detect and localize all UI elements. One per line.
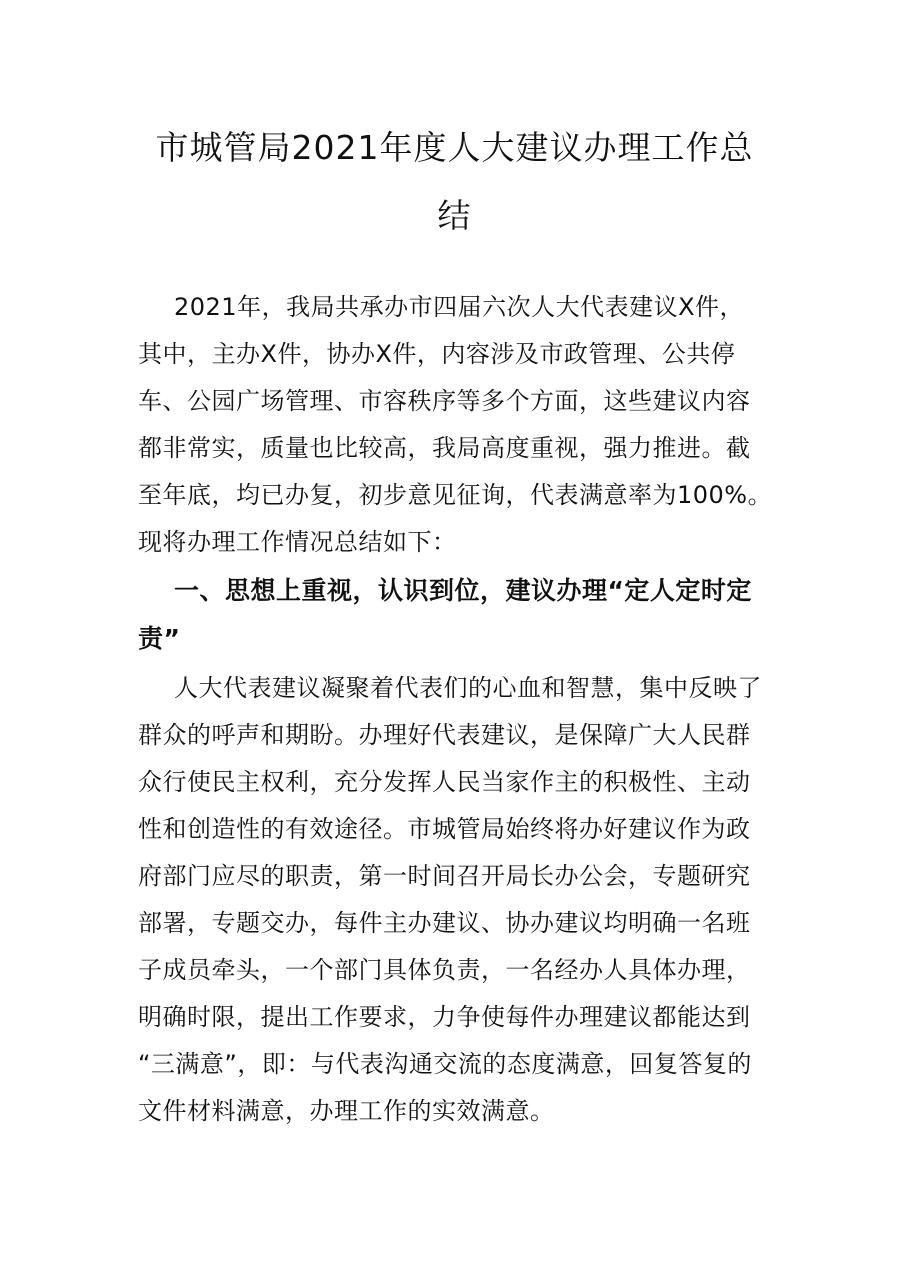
paragraph-2-line: 群众的呼声和期盼。办理好代表建议，是保障广大人民群: [138, 721, 751, 749]
paragraph-2-line: 子成员牵头，一个部门具体负责，一名经办人具体办理，: [138, 956, 751, 984]
section-heading-line: 一、思想上重视，认识到位，建议办理“定人定时定: [174, 576, 752, 605]
paragraph-2-line: 部署，专题交办，每件主办建议、协办建议均明确一名班: [138, 909, 751, 937]
paragraph-1-line: 其中，主办X件，协办X件，内容涉及市政管理、公共停: [138, 340, 736, 368]
paragraph-2-line: 人大代表建议凝聚着代表们的心血和智慧，集中反映了: [174, 674, 762, 702]
paragraph-1-line: 都非常实，质量也比较高，我局高度重视，强力推进。截: [138, 434, 751, 462]
paragraph-2-line: “三满意”，即：与代表沟通交流的态度满意，回复答复的: [138, 1050, 752, 1078]
paragraph-2-line: 性和创造性的有效途径。市城管局始终将办好建议作为政: [138, 815, 751, 843]
paragraph-1-line: 2021年，我局共承办市四届六次人大代表建议X件，: [174, 293, 745, 321]
document-title-line-2: 结: [437, 196, 472, 235]
paragraph-2-line: 众行使民主权利，充分发挥人民当家作主的积极性、主动: [138, 768, 751, 796]
paragraph-2-line: 明确时限，提出工作要求，力争使每件办理建议都能达到: [138, 1003, 751, 1031]
paragraph-2-line: 文件材料满意，办理工作的实效满意。: [138, 1097, 555, 1125]
section-heading-line: 责”: [138, 624, 181, 653]
document-title-line-1: 市城管局2021年度人大建议办理工作总: [155, 128, 754, 167]
paragraph-1-line: 现将办理工作情况总结如下：: [138, 528, 457, 556]
paragraph-2-line: 府部门应尽的职责，第一时间召开局长办公会，专题研究: [138, 862, 751, 890]
paragraph-1-line: 至年底，均已办复，初步意见征询，代表满意率为100%。: [138, 481, 773, 509]
paragraph-1-line: 车、公园广场管理、市容秩序等多个方面，这些建议内容: [138, 387, 751, 415]
